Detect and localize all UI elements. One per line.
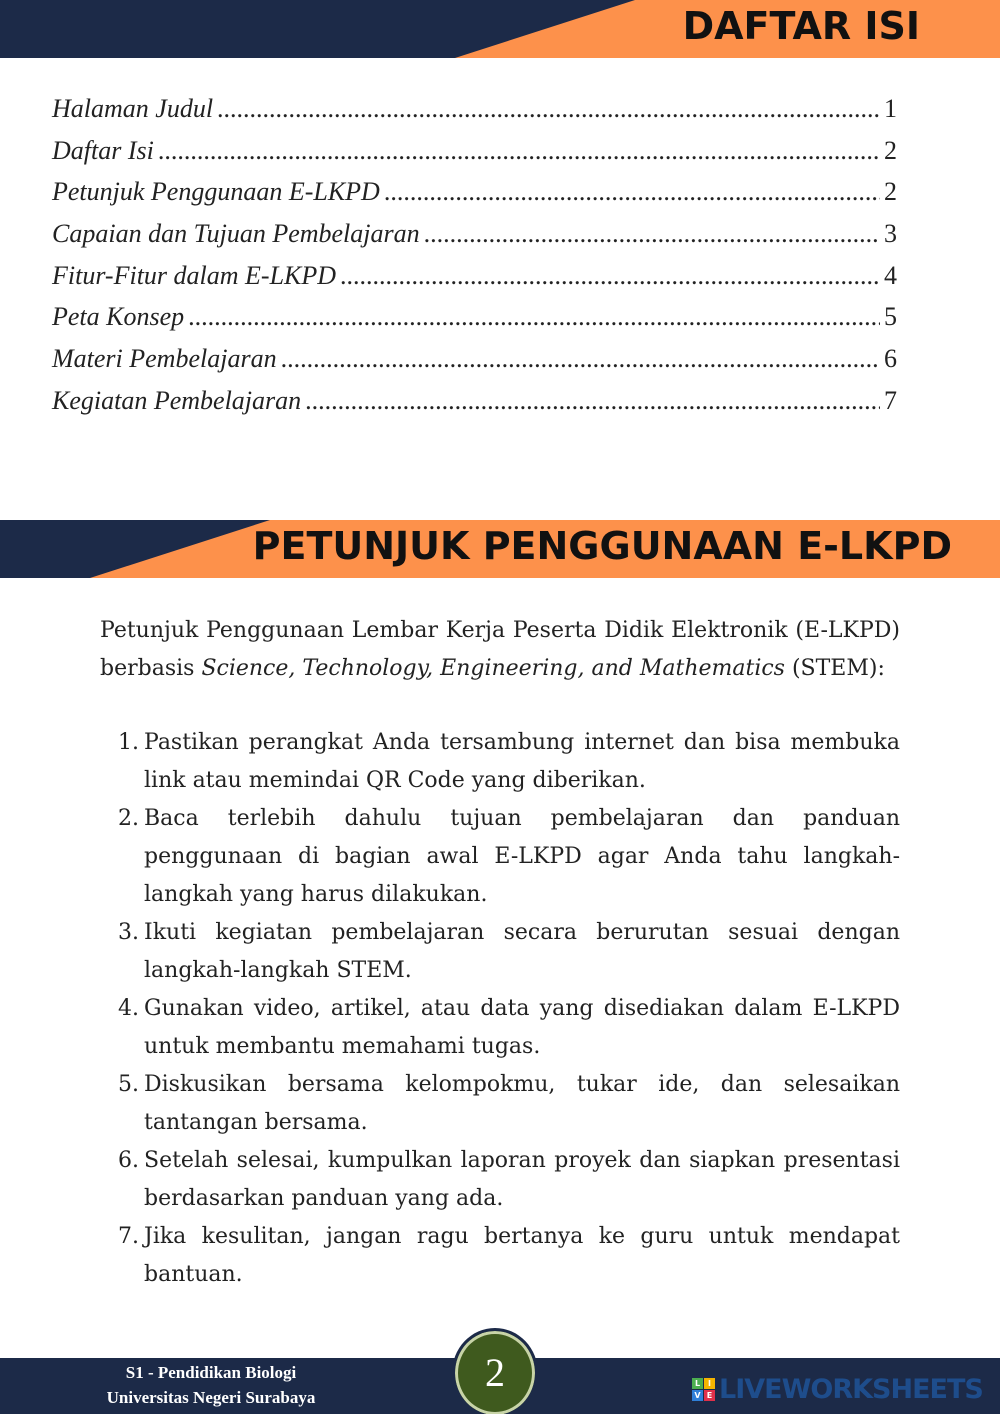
item-text: Setelah selesai, kumpulkan laporan proyek dan siapkan presentasi berdasarkan panduan yang ada. <box>144 1148 900 1211</box>
item-text: Pastikan perangkat Anda tersambung internet dan bisa membuka link atau memindai QR Code yang diberikan. <box>144 730 900 793</box>
item-number: 7. <box>118 1224 139 1249</box>
toc-leader <box>217 94 880 124</box>
university-name: Universitas Negeri Surabaya <box>106 1388 316 1407</box>
page-number-badge: 2 <box>452 1328 538 1414</box>
tile: L <box>692 1378 703 1389</box>
toc-label: Petunjuk Penggunaan E-LKPD <box>52 177 380 207</box>
steps-list <box>118 724 900 1294</box>
intro-italic: Science, Technology, Engineering, and Mathematics <box>201 656 785 681</box>
liveworksheets-logo[interactable] <box>692 1374 983 1405</box>
toc-entry[interactable] <box>52 386 897 428</box>
toc-leader <box>158 136 880 166</box>
item-number: 1. <box>118 730 139 755</box>
item-number: 6. <box>118 1148 139 1173</box>
tile: E <box>704 1390 715 1401</box>
item-text: Diskusikan bersama kelompokmu, tukar ide, dan selesaikan tantangan bersama. <box>144 1072 900 1135</box>
intro-text: Petunjuk Penggunaan Lembar Kerja Peserta Didik Elektronik (E-LKPD) berbasis <box>100 618 900 681</box>
section-title: DAFTAR ISI <box>682 4 920 48</box>
toc-entry[interactable] <box>52 136 897 178</box>
brand-text: LIVEWORKSHEETS <box>719 1374 983 1405</box>
item-text: Ikuti kegiatan pembelajaran secara berurutan sesuai dengan langkah-langkah STEM. <box>144 920 900 983</box>
toc-leader <box>188 302 880 332</box>
intro-end: (STEM): <box>784 656 885 681</box>
item-text: Baca terlebih dahulu tujuan pembelajaran dan panduan penggunaan di bagian awal E-LKPD agar Anda tahu langkah-langkah yang harus dilakukan. <box>144 806 900 907</box>
intro-paragraph <box>100 612 900 688</box>
toc-leader <box>424 219 880 249</box>
tile: V <box>692 1390 703 1401</box>
toc-page: 3 <box>884 219 897 249</box>
list-item <box>118 800 900 914</box>
live-tiles-icon <box>692 1378 715 1401</box>
item-number: 5. <box>118 1072 139 1097</box>
item-number: 2. <box>118 806 139 831</box>
item-text: Gunakan video, artikel, atau data yang disediakan dalam E-LKPD untuk membantu memahami tugas. <box>144 996 900 1059</box>
list-item <box>118 724 900 800</box>
table-of-contents <box>52 94 897 428</box>
list-item <box>118 1218 900 1294</box>
institution <box>100 1360 322 1410</box>
toc-page: 5 <box>884 302 897 332</box>
toc-label: Daftar Isi <box>52 135 154 165</box>
toc-page: 7 <box>884 385 897 415</box>
toc-entry[interactable] <box>52 344 897 386</box>
list-item <box>118 1066 900 1142</box>
toc-leader <box>305 386 880 416</box>
toc-label: Kegiatan Pembelajaran <box>52 385 302 415</box>
item-number: 4. <box>118 996 139 1021</box>
toc-page: 1 <box>884 94 897 123</box>
toc-page: 2 <box>884 177 897 207</box>
list-item <box>118 1142 900 1218</box>
header-banner-petunjuk <box>0 520 1000 578</box>
toc-entry[interactable] <box>52 94 897 136</box>
tile: I <box>704 1378 715 1389</box>
toc-page: 4 <box>884 260 897 290</box>
toc-label: Materi Pembelajaran <box>52 344 277 374</box>
toc-entry[interactable] <box>52 302 897 344</box>
toc-label: Halaman Judul <box>52 94 214 123</box>
item-text: Jika kesulitan, jangan ragu bertanya ke guru untuk mendapat bantuan. <box>144 1224 900 1287</box>
program-name: S1 - Pendidikan Biologi <box>125 1363 297 1382</box>
toc-label: Capaian dan Tujuan Pembelajaran <box>52 219 420 249</box>
toc-page: 6 <box>884 344 897 374</box>
toc-page: 2 <box>884 135 897 165</box>
toc-leader <box>340 261 880 291</box>
toc-leader <box>384 177 880 207</box>
toc-entry[interactable] <box>52 177 897 219</box>
list-item <box>118 990 900 1066</box>
toc-entry[interactable] <box>52 219 897 261</box>
toc-leader <box>281 344 880 374</box>
toc-label: Peta Konsep <box>52 302 185 332</box>
section-title: PETUNJUK PENGGUNAAN E-LKPD <box>252 524 952 568</box>
list-item <box>118 914 900 990</box>
header-banner-daftar-isi <box>0 0 1000 58</box>
toc-entry[interactable] <box>52 261 897 303</box>
toc-label: Fitur-Fitur dalam E-LKPD <box>52 260 337 290</box>
item-number: 3. <box>118 920 139 945</box>
